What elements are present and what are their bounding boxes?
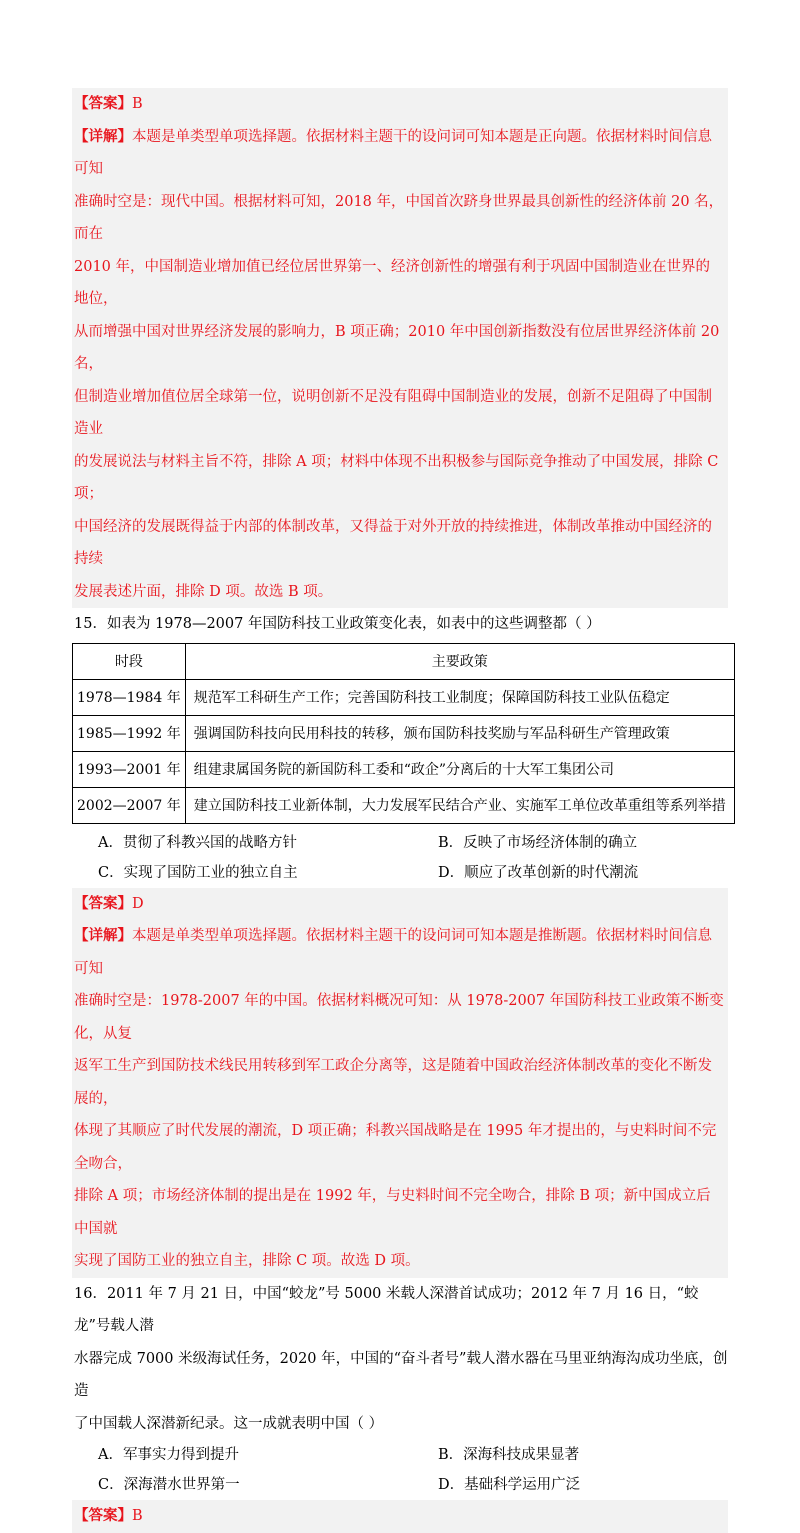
detail-text: 排除 A 项；市场经济体制的提出是在 1992 年，与史料时间不完全吻合，排除 B 项；新中国成立后中国就 — [74, 1188, 711, 1237]
detail-text: 体现了其顺应了时代发展的潮流，D 项正确；科教兴国战略是在 1995 年才提出的，与史料时间不完全吻合， — [74, 1123, 717, 1172]
q15-answer-line — [74, 888, 724, 921]
detail-text: 的发展说法与材料主旨不符，排除 A 项；材料中体现不出积极参与国际竞争推动了中国发展，排除 C 项； — [74, 453, 719, 502]
answer-value: B — [132, 96, 143, 112]
q16-answer-block — [72, 1500, 728, 1533]
q15-options — [72, 828, 728, 888]
option-d: D．基础科学运用广泛 — [438, 1477, 581, 1493]
answer-value: D — [132, 895, 144, 912]
document-page — [72, 88, 728, 1533]
detail-text: 但制造业增加值位居全球第一位，说明创新不足没有阻碍中国制造业的发展，创新不足阻碍了中国制造业 — [74, 388, 712, 437]
table-cell-policy: 强调国防科技向民用科技的转移，颁布国防科技奖励与军品科研生产管理政策 — [185, 715, 734, 751]
detail-text: 中国经济的发展既得益于内部的体制改革，又得益于对外开放的持续推进，体制改革推动中国经济的持续 — [74, 518, 712, 567]
q15-detail-line — [74, 920, 724, 985]
option-a: A．军事实力得到提升 — [98, 1447, 239, 1463]
table-row — [73, 787, 735, 823]
option-d: D．顺应了改革创新的时代潮流 — [438, 864, 639, 881]
table-header-policy: 主要政策 — [185, 643, 734, 679]
answer-label: 【答案】 — [74, 1507, 132, 1524]
q14-detail-line — [74, 121, 724, 186]
table-header-row — [73, 643, 735, 679]
detail-text: 发展表述片面，排除 D 项。故选 B 项。 — [74, 583, 333, 600]
q14-answer-block — [72, 88, 728, 608]
detail-text: 实现了国防工业的独立自主，排除 C 项。故选 D 项。 — [74, 1253, 420, 1269]
detail-text: 本题是单类型单项选择题。依据材料主题干的设问词可知本题是推断题。依据材料时间信息可知 — [74, 928, 712, 977]
option-c: C．深海潜水世界第一 — [98, 1477, 240, 1493]
option-c: C．实现了国防工业的独立自主 — [98, 864, 298, 881]
option-b: B．深海科技成果显著 — [438, 1447, 580, 1463]
table-cell-policy: 建立国防科技工业新体制，大力发展军民结合产业、实施军工单位改革重组等系列举措 — [185, 787, 734, 823]
option-a: A．贯彻了科教兴国的战略方针 — [98, 834, 297, 851]
q16-options — [72, 1440, 728, 1500]
detail-text: 返军工生产到国防技术线民用转移到军工政企分离等，这是随着中国政治经济体制改革的变化不断发展的， — [74, 1058, 712, 1107]
q14-answer-line — [74, 88, 724, 121]
table-row — [73, 679, 735, 715]
detail-text: 本题是单类型单项选择题。依据材料主题干的设问词可知本题是正向题。依据材料时间信息可知 — [74, 128, 712, 177]
q16-stem-line: 了中国载人深潜新纪录。这一成就表明中国（ ） — [74, 1415, 384, 1432]
q15-stem: 15．如表为 1978—2007 年国防科技工业政策变化表，如表中的这些调整都（ ） — [74, 616, 601, 632]
q16-stem-line: 水器完成 7000 米级海试任务，2020 年，中国的“奋斗者号”载人潜水器在马里亚纳海沟成功坐底，创造 — [74, 1350, 728, 1399]
table-cell-period: 1978—1984 年 — [73, 679, 186, 715]
detail-label: 【详解】 — [74, 927, 132, 944]
q16-answer-line — [74, 1500, 724, 1533]
q16-stem-line: 16．2011 年 7 月 21 日，中国“蛟龙”号 5000 米载人深潜首试成功；2012 年 7 月 16 日，“蛟龙”号载人潜 — [74, 1285, 699, 1334]
detail-text: 准确时空是：现代中国。根据材料可知，2018 年，中国首次跻身世界最具创新性的经济体前 20 名，而在 — [74, 193, 724, 242]
detail-label: 【详解】 — [74, 127, 132, 145]
table-row — [73, 751, 735, 787]
detail-text: 准确时空是：1978-2007 年的中国。依据材料概况可知：从 1978-2007 年国防科技工业政策不断变化，从复 — [74, 993, 724, 1042]
q15-answer-block — [72, 888, 728, 1278]
option-b: B．反映了市场经济体制的确立 — [438, 834, 638, 851]
policy-table — [72, 643, 735, 824]
table-cell-period: 1993—2001 年 — [73, 751, 186, 787]
table-cell-period: 1985—1992 年 — [73, 715, 186, 751]
answer-value: B — [132, 1508, 143, 1524]
table-row — [73, 715, 735, 751]
detail-text: 2010 年，中国制造业增加值已经位居世界第一、经济创新性的增强有利于巩固中国制造业在世界的地位， — [74, 258, 711, 307]
detail-text: 从而增强中国对世界经济发展的影响力，B 项正确；2010 年中国创新指数没有位居世界经济体前 20 名， — [74, 323, 720, 372]
answer-label: 【答案】 — [74, 95, 132, 112]
table-header-period: 时段 — [73, 643, 186, 679]
table-cell-policy: 组建隶属国务院的新国防科工委和“政企”分离后的十大军工集团公司 — [185, 751, 734, 787]
table-cell-policy: 规范军工科研生产工作；完善国防科技工业制度；保障国防科技工业队伍稳定 — [185, 679, 734, 715]
table-cell-period: 2002—2007 年 — [73, 787, 186, 823]
answer-label: 【答案】 — [74, 894, 132, 912]
